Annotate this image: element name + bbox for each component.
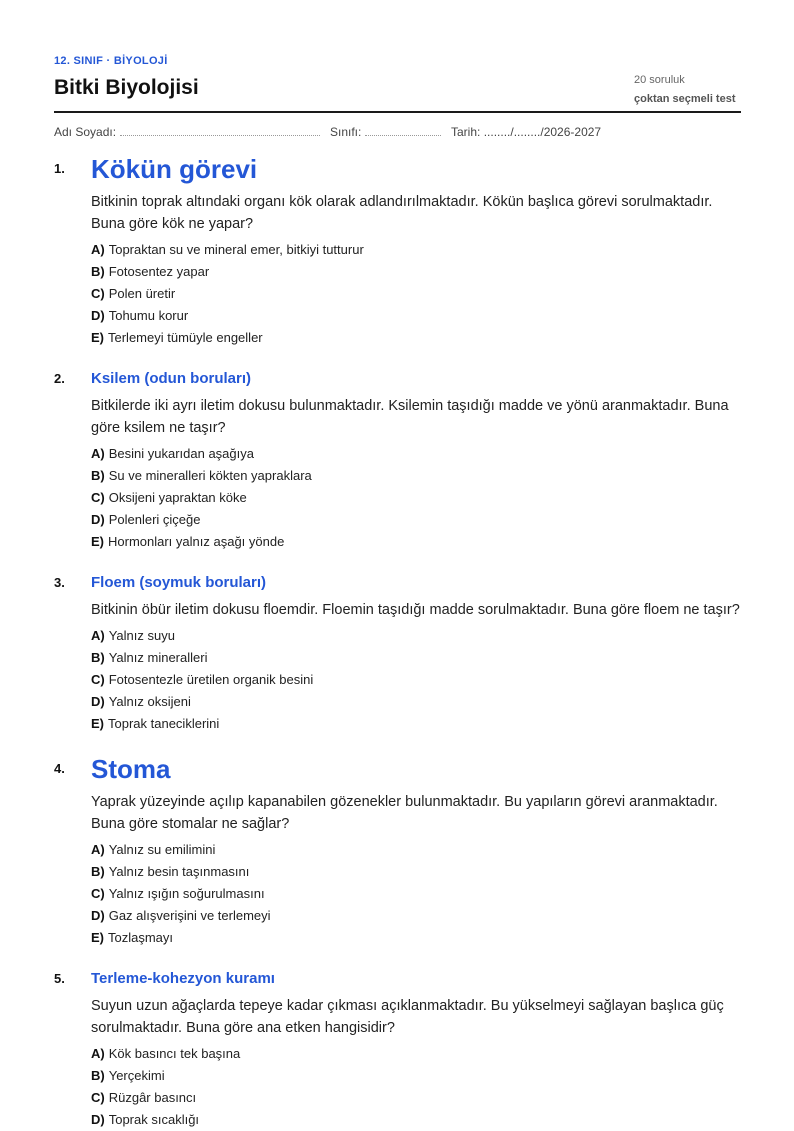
option-d[interactable]: D) Gaz alışverişini ve terlemeyi — [91, 908, 271, 923]
class-blank — [365, 125, 441, 136]
student-info-row — [54, 113, 741, 153]
class-label: Sınıfı: — [330, 125, 362, 139]
question-3 — [54, 573, 741, 735]
question-title: Floem (soymuk boruları) — [91, 574, 267, 591]
option-b[interactable]: B) Yalnız besin taşınmasını — [91, 864, 250, 879]
name-blank — [120, 125, 320, 136]
question-count: 20 soruluk — [634, 74, 685, 86]
option-e[interactable]: E) Toprak taneciklerini — [91, 716, 220, 731]
question-stem: Suyun uzun ağaçlarda tepeye kadar çıkması açıklanmaktadır. Bu yükselmeyi sağlayan başlıca güç sorulmaktadır. Buna göre ana etken hangisidir? — [91, 998, 724, 1036]
option-list — [91, 1043, 741, 1131]
worksheet-header — [54, 55, 741, 113]
option-e[interactable]: E) Hormonları yalnız aşağı yönde — [91, 534, 285, 549]
name-field — [54, 125, 320, 139]
option-d[interactable]: D) Yalnız oksijeni — [91, 694, 191, 709]
option-b[interactable]: B) Yerçekimi — [91, 1068, 165, 1083]
date-label: Tarih: — [451, 125, 481, 139]
option-c[interactable]: C) Polen üretir — [91, 286, 176, 301]
date-field — [451, 125, 601, 139]
question-number: 3. — [54, 575, 65, 590]
question-number: 2. — [54, 371, 65, 386]
option-d[interactable]: D) Toprak sıcaklığı — [91, 1112, 200, 1127]
class-field — [330, 125, 441, 139]
option-b[interactable]: B) Yalnız mineralleri — [91, 650, 208, 665]
option-c[interactable]: C) Rüzgâr basıncı — [91, 1090, 197, 1105]
question-1 — [54, 153, 741, 349]
option-c[interactable]: C) Fotosentezle üretilen organik besini — [91, 672, 314, 687]
option-a[interactable]: A) Topraktan su ve mineral emer, bitkiyi tutturur — [91, 242, 364, 257]
question-title: Kökün görevi — [91, 154, 258, 184]
question-5 — [54, 969, 741, 1131]
option-e[interactable]: E) Terlemeyi tümüyle engeller — [91, 330, 263, 345]
option-a[interactable]: A) Kök basıncı tek başına — [91, 1046, 241, 1061]
option-b[interactable]: B) Fotosentez yapar — [91, 264, 210, 279]
worksheet-page — [54, 55, 741, 1131]
question-stem: Bitkinin toprak altındaki organı kök olarak adlandırılmaktadır. Kökün başlıca görevi sorulmaktadır. Buna göre kök ne yapar? — [91, 194, 713, 232]
question-title: Terleme-kohezyon kuramı — [91, 970, 275, 987]
option-a[interactable]: A) Yalnız suyu — [91, 628, 175, 643]
question-2 — [54, 369, 741, 553]
question-number: 4. — [54, 761, 65, 776]
question-stem: Bitkilerde iki ayrı iletim dokusu bulunmaktadır. Ksilemin taşıdığı madde ve yönü aranmaktadır. Buna göre ksilem ne taşır? — [91, 398, 729, 436]
name-label: Adı Soyadı: — [54, 125, 117, 139]
test-meta — [634, 71, 736, 109]
question-number: 1. — [54, 161, 65, 176]
date-value: ......../......../2026-2027 — [483, 125, 602, 139]
option-list — [91, 239, 741, 349]
option-list — [91, 839, 741, 949]
question-title: Ksilem (odun boruları) — [91, 370, 252, 387]
option-d[interactable]: D) Tohumu korur — [91, 308, 189, 323]
option-a[interactable]: A) Besini yukarıdan aşağıya — [91, 446, 254, 461]
subject-label: 12. SINIF · BİYOLOJİ — [54, 55, 168, 67]
question-title: Stoma — [91, 754, 171, 784]
option-b[interactable]: B) Su ve mineralleri kökten yapraklara — [91, 468, 312, 483]
option-c[interactable]: C) Yalnız ışığın soğurulmasını — [91, 886, 265, 901]
test-type: çoktan seçmeli test — [634, 93, 736, 105]
option-d[interactable]: D) Polenleri çiçeğe — [91, 512, 201, 527]
option-c[interactable]: C) Oksijeni yapraktan köke — [91, 490, 247, 505]
option-list — [91, 443, 741, 553]
question-number: 5. — [54, 971, 65, 986]
option-list — [91, 625, 741, 735]
option-e[interactable]: E) Tozlaşmayı — [91, 930, 174, 945]
question-stem: Bitkinin öbür iletim dokusu floemdir. Floemin taşıdığı madde sorulmaktadır. Buna göre floem ne taşır? — [91, 602, 740, 618]
question-stem: Yaprak yüzeyinde açılıp kapanabilen gözenekler bulunmaktadır. Bu yapıların görevi aranmaktadır. Buna göre stomalar ne sağlar? — [91, 794, 718, 832]
page-title: Bitki Biyolojisi — [54, 76, 199, 99]
question-4 — [54, 753, 741, 949]
option-a[interactable]: A) Yalnız su emilimini — [91, 842, 216, 857]
